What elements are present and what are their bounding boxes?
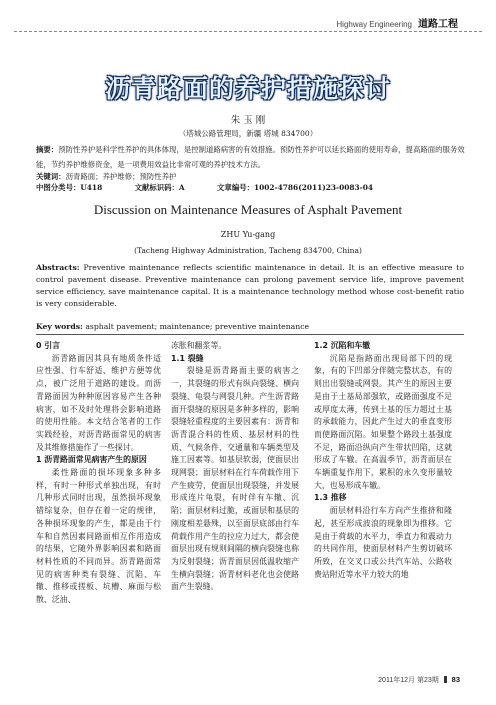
- abstract-zh-text: 预防性养护是科学性养护的具体体现，是控制道路病害的有效措施。预防性养护可以延长路面的使用寿命，提高路面的服务效能，节约养护维修资金，是一项费用效益比非常可观的养护技术方法。: [36, 145, 465, 169]
- footer-separator: [444, 676, 447, 683]
- column-3: [314, 340, 452, 581]
- section-name: 道路工程: [418, 19, 458, 30]
- paragraph: 裂缝是沥青路面主要的病害之一，其裂缝的形式有纵向裂缝、横向裂缝、龟裂与网裂几种。产生沥青路面开裂缝的原因是多种多样的，影响裂缝轻重程度的主要因素有：沥青和沥青混合料的性质、基层材料的性质、气候条件、交通量和车辆类型及施工因素等。如基层软弱，使面层出现网裂；面层材料在行车荷载作用下产生疲劳，使面层出现裂缝，并发展形成连片龟裂，有时伴有车辙、沉陷；面层材料过脆，或面层和基层的刚度相差悬殊，以至面层底部由行车荷载作用产生的拉应力过大，都会使面层出现有规则间隔的横向裂缝也称为反射裂缝；沥青面层因低温收缩产生横向裂缝；沥青材料老化也会使路面产生裂缝。: [171, 366, 299, 592]
- issue-number: 第23期: [416, 677, 439, 684]
- title-en: Discussion on Maintenance Measures of Asphalt Pavement: [93, 202, 403, 217]
- abstract-en-label: Abstracts:: [36, 263, 80, 272]
- abstract-zh-label: 摘要：: [36, 145, 59, 154]
- author-zh: 朱 玉 刚: [230, 115, 266, 126]
- header-rule: [14, 31, 482, 32]
- paragraph: 沥青路面因其具有地质条件适应性强、行车舒适、维护方便等优点，被广泛用于道路的建设。而沥青路面因为种种原因容易产生各种病害，如不及时处理将会影响道路的使用性能。本文结合笔者的工作实践经验，对沥青路面常见的病害及其维修措施作了一些探讨。: [36, 353, 161, 452]
- issue-date: 2011年12月: [378, 677, 415, 684]
- page-header: [0, 8, 496, 30]
- column-1: [36, 340, 161, 607]
- column-2: [171, 340, 299, 594]
- keywords-en: Key words: asphalt pavement; maintenance; preventive maintenance: [36, 322, 310, 331]
- abstract-en-text: Preventive maintenance reflects scientific maintenance in detail. It is an effective measure to control pavement disease. Preventive maintenance can prolong pavement service life, improve pavement service efficiency, save maintenance capital. It is a maintenance technology method whose cost-benefit ratio is very considerable.: [36, 263, 464, 308]
- journal-name: Highway Engineering: [336, 20, 412, 29]
- section-heading: 1 沥青路面常见病害产生的原因: [36, 455, 147, 465]
- author-en: ZHU Yu-gang: [220, 230, 276, 239]
- clc-number: 中图分类号：U418: [36, 183, 103, 192]
- divider: [36, 334, 464, 335]
- document-code: 文献标识码：A: [134, 183, 185, 192]
- paragraph: 柔性路面的损坏现象多种多样，有时一种形式单独出现，有时几种形式同时出现，虽然损坏现象错综复杂，但存在着一定的规律，各种损坏现象的产生，都是由于行车和自然因素同路面相互作用造成的结果，它随外界影响因素和路面材料性质的不同而异。沥青路面常见的病害种类有裂缝、沉陷、车辙、推移或搓板、坑槽、麻面与松散、泛油、: [36, 468, 161, 605]
- section-heading: 1.1 裂缝: [171, 353, 204, 363]
- abstract-en: [36, 262, 464, 310]
- article-number: 文章编号：1002-4786(2011)23-0083-04: [217, 183, 374, 192]
- paragraph: 面层材料沿行车方向产生推挤和隆起，甚至形成波浪的现象即为推移。它是由于荷载的水平力，季直力和震动力的共同作用，使面层材料产生剪切破坏所致，在交叉口或公共汽车站、公路收费站附近等水平力较大的地: [314, 506, 452, 579]
- affiliation-en: (Tacheng Highway Administration, Tacheng 834700, China): [134, 246, 362, 255]
- section-heading: 1.3 推移: [314, 493, 347, 503]
- keywords-zh: 关键词：沥青路面；养护维修；预防性养护: [36, 172, 177, 181]
- page-footer: [378, 675, 460, 685]
- classification-info: [36, 182, 468, 193]
- page-number: 83: [451, 675, 460, 684]
- affiliation-zh: （塔城公路管理局，新疆 塔城 834700）: [178, 129, 318, 138]
- paragraph: 冻胀和翻浆等。: [171, 341, 227, 350]
- abstract-zh: [36, 142, 468, 172]
- journal-section: [336, 15, 458, 30]
- paragraph: 沉陷是指路面出现局部下凹的现象，有的下凹部分伴随完整状态，有的则出出裂缝或网裂。其产生的原因主要是由于土基局部强软，或路面强度不足或厚度太薄，传到土基的压力超过土基的承载能力，因此产生过大的垂直变形而使路面沉陷。如果整个路段土基强度不足，路面沿纵向产生带状凹陷，这就形成了车辙。在高温季节，沥青面层在车辆重复作用下，累积的永久变形量较大，也易形成车辙。: [314, 353, 452, 490]
- section-heading: 1.2 沉陷和车辙: [314, 341, 371, 350]
- title-zh: 沥青路面的养护措施探讨: [104, 74, 391, 103]
- section-heading: 0 引言: [36, 341, 61, 350]
